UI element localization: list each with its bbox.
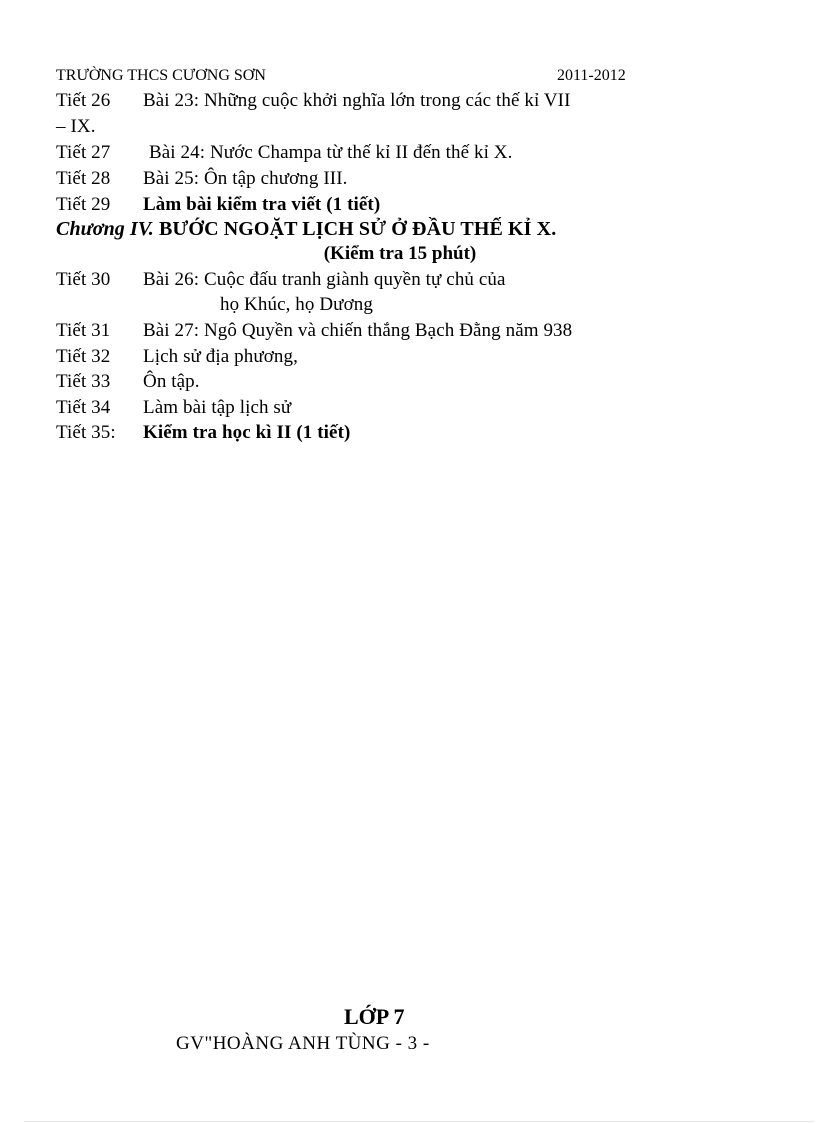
lesson-title: Ôn tập. — [143, 371, 200, 392]
period-label: Tiết 35: — [56, 422, 116, 443]
lesson-title: Những cuộc khởi nghĩa lớn trong các thế kỉ VII — [203, 90, 571, 111]
chapter-prefix: Chương IV. — [56, 218, 154, 240]
chapter-note: (Kiểm tra 15 phút) — [323, 243, 477, 264]
lesson-title-continuation: họ Khúc, họ Dương — [220, 294, 373, 315]
teacher-page-footer: GV"HOÀNG ANH TÙNG - 3 - — [176, 1033, 430, 1054]
lesson-title: Ôn tập chương III. — [203, 168, 348, 189]
lesson-number: Bài 24: — [149, 142, 206, 163]
lesson-row-26-continuation — [56, 114, 96, 140]
lesson-row-32 — [56, 344, 298, 370]
lesson-row-31 — [56, 318, 572, 344]
school-year: 2011-2012 — [557, 67, 626, 84]
period-label: Tiết 26 — [56, 90, 111, 111]
lesson-title: Nước Champa từ thế kỉ II đến thế kỉ X. — [209, 142, 513, 163]
lesson-title: Làm bài kiểm tra viết (1 tiết) — [143, 194, 381, 215]
lesson-row-33 — [56, 369, 200, 395]
lesson-title: Kiểm tra học kì II (1 tiết) — [143, 422, 351, 443]
lesson-number: Bài 25: — [143, 168, 200, 189]
lesson-row-26 — [56, 88, 571, 114]
page-bottom-edge — [24, 1121, 814, 1122]
period-label: Tiết 33 — [56, 371, 111, 392]
class-label: LỚP 7 — [344, 1004, 405, 1029]
period-label: Tiết 27 — [56, 142, 111, 163]
period-label: Tiết 32 — [56, 346, 111, 367]
lesson-row-34 — [56, 395, 291, 421]
lesson-number: Bài 23: — [143, 90, 200, 111]
lesson-row-30 — [56, 267, 506, 293]
period-label: Tiết 29 — [56, 194, 111, 215]
period-label: Tiết 31 — [56, 320, 111, 341]
period-label: Tiết 30 — [56, 269, 111, 290]
chapter-heading — [56, 216, 556, 242]
school-name: TRƯỜNG THCS CƯƠNG SƠN — [56, 67, 266, 84]
lesson-row-29 — [56, 192, 380, 218]
lesson-row-35 — [56, 420, 350, 446]
lesson-title: Ngô Quyền và chiến thắng Bạch Đằng năm 938 — [203, 320, 573, 341]
chapter-title: BƯỚC NGOẶT LỊCH SỬ Ở ĐẦU THẾ KỈ X. — [158, 218, 557, 240]
lesson-title: Cuộc đấu tranh giành quyền tự chủ của — [203, 269, 506, 290]
lesson-number: Bài 26: — [143, 269, 200, 290]
period-label: Tiết 34 — [56, 397, 111, 418]
lesson-title: Lịch sử địa phương, — [143, 346, 298, 367]
lesson-title: Làm bài tập lịch sử — [143, 397, 292, 418]
lesson-title-continuation: – IX. — [56, 116, 96, 137]
period-label: Tiết 28 — [56, 168, 111, 189]
lesson-row-27 — [56, 140, 512, 166]
lesson-row-28 — [56, 166, 347, 192]
lesson-number: Bài 27: — [143, 320, 200, 341]
lesson-row-30-continuation — [56, 292, 373, 318]
